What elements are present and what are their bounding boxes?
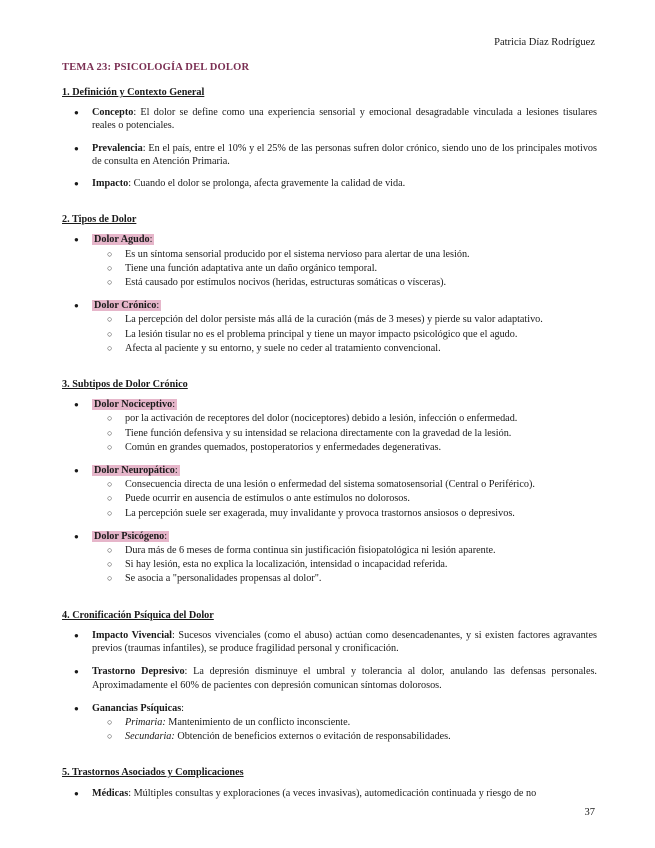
section-3-list [62,398,597,585]
list-item: ● Impacto: Cuando el dolor se prolonga, afecta gravemente la calidad de vida. [62,177,597,190]
highlight: Dolor Neuropático: [94,465,178,477]
sub-item: ○ La percepción suele ser exagerada, muy invalidante y provoca trastornos ansiosos o depresivos. [92,507,597,520]
sub-item: ○ Tiene una función adaptativa ante un daño orgánico temporal. [92,262,597,275]
highlight: Dolor Agudo: [94,234,153,246]
list-item: ● Concepto: El dolor se define como una experiencia sensorial y emocional desagradable vinculada a lesiones tisulares reales o potenciales. [62,106,597,132]
sub-item: ○ Tiene función defensiva y su intensidad se relaciona directamente con la gravedad de la lesión. [92,427,597,440]
page-number: 37 [584,807,595,818]
section-title-1: 1. Definición y Contexto General [62,87,205,98]
list-item [62,530,597,586]
sub-item: ○ Dura más de 6 meses de forma continua sin justificación fisiopatológica ni lesión aparente. [92,544,597,557]
highlight: Dolor Nociceptivo: [94,399,176,411]
highlight: Dolor Crónico: [94,300,160,312]
section-5-list [62,787,597,800]
section-title-3: 3. Subtipos de Dolor Crónico [62,379,188,391]
section-title-5: 5. Trastornos Asociados y Complicaciones [62,767,244,779]
sub-item: ○ Está causado por estímulos nocivos (heridas, estructuras somáticas o vísceras). [92,276,597,289]
sub-item: ○ Es un síntoma sensorial producido por el sistema nervioso para alertar de una lesión. [92,248,597,261]
sub-item: ○ Puede ocurrir en ausencia de estímulos o ante estímulos no dolorosos. [92,492,597,505]
list-item: ● Trastorno Depresivo: La depresión disminuye el umbral y tolerancia al dolor, anulando las defensas personales. Aproximadamente el 60% de pacientes con depresión comunican síntomas dolorosos. [62,665,597,691]
list-item: ● Prevalencia: En el país, entre el 10% y el 25% de las personas sufren dolor crónico, siendo uno de los principales motivos de consulta en Atención Primaria. [62,142,597,168]
sub-item: ○ La lesión tisular no es el problema principal y tiene un mayor impacto psicológico que el agudo. [92,328,597,341]
sub-item: ○ por la activación de receptores del dolor (nociceptores) debido a lesión, infección o enfermedad. [92,412,597,425]
list-item [62,233,597,289]
section-title-2: 2. Tipos de Dolor [62,214,137,226]
document-body [62,86,597,809]
list-item [62,398,597,454]
section-title-4: 4. Cronificación Psíquica del Dolor [62,609,214,621]
section-1-list [62,106,597,190]
sub-item: ○ Afecta al paciente y su entorno, y suele no ceder al tratamiento convencional. [92,342,597,355]
section-4-list [62,629,597,743]
sub-item: ○ Primaria: Mantenimiento de un conflicto inconsciente. [92,716,597,729]
sub-item: ○ Común en grandes quemados, postoperatorios y enfermedades degenerativas. [92,441,597,454]
highlight: Dolor Psicógeno: [94,530,168,542]
list-item [62,299,597,355]
list-item: ● Impacto Vivencial: Sucesos vivenciales (como el abuso) actúan como desencadenantes, y si existen factores agravantes previos (traumas infantiles), se produce fragilidad personal y cronificación. [62,629,597,655]
sub-item: ○ Se asocia a "personalidades propensas al dolor". [92,572,597,585]
sub-item: ○ Secundaria: Obtención de beneficios externos o evitación de responsabilidades. [92,730,597,743]
sub-item: ○ La percepción del dolor persiste más allá de la curación (más de 3 meses) y pierde su valor adaptativo. [92,313,597,326]
sub-item: ○ Consecuencia directa de una lesión o enfermedad del sistema somatosensorial (Central o Periférico). [92,478,597,491]
list-item: ● Médicas: Múltiples consultas y exploraciones (a veces invasivas), automedicación continuada y riesgo de no [62,787,597,800]
topic-title: TEMA 23: PSICOLOGÍA DEL DOLOR [62,62,250,73]
list-item: ● Ganancias Psíquicas: ○ Primaria: Mantenimiento de un conflicto inconsciente. ○ Secundaria: Obtención de beneficios externos o evitación de responsabilidades. [62,702,597,744]
list-item [62,464,597,520]
sub-item: ○ Si hay lesión, esta no explica la localización, intensidad o incapacidad referida. [92,558,597,571]
section-2-list [62,233,597,355]
author-name: Patricia Díaz Rodríguez [494,37,595,48]
